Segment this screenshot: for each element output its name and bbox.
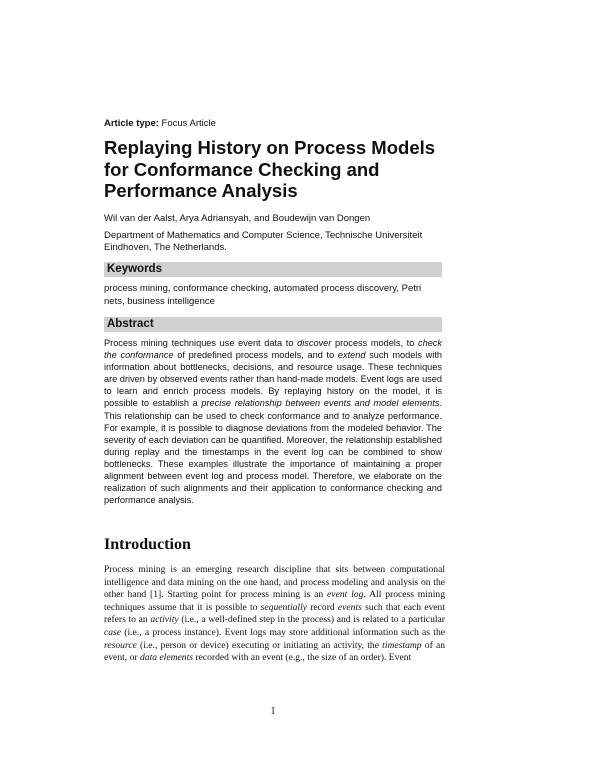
abstract-heading: Abstract bbox=[104, 317, 442, 332]
abstract-text: Process mining techniques use event data to discover process models, to check the conformance of predefined process models, and to extend such models with information about bottlenecks, decisions, and resource usage. These techniques are driven by observed events rather than hand-made models. Event logs are used to learn and enrich process models. By replaying history on the model, it is possible to establish a precise relationship between events and model elements. This relationship can be used to check conformance and to analyze performance. For example, it is possible to diagnose deviations from the modeled behavior. The severity of each deviation can be quantified. Moreover, the relationship established during replay and the timestamps in the event log can be combined to show bottlenecks. These examples illustrate the importance of maintaining a proper alignment between event log and process model. Therefore, we elaborate on the realization of such alignments and their application to conformance checking and performance analysis. bbox=[104, 338, 443, 506]
introduction-text: Process mining is an emerging research discipline that sits between computational intelligence and data mining on the one hand, and process modeling and analysis on the other hand [1]. Starting point for process mining is an event log. All process mining techniques assume that it is possible to sequentially record events such that each event refers to an activity (i.e., a well-defined step in the process) and is related to a particular case (i.e., a process instance). Event logs may store additional information such as the resource (i.e., person or device) executing or initiating an activity, the timestamp of an event, or data elements recorded with an event (e.g., the size of an order). Event bbox=[104, 564, 446, 664]
paper-title: Replaying History on Process Models for Conformance Checking and Performance Analysis bbox=[104, 137, 436, 201]
affiliation: Department of Mathematics and Computer Science, Technische Universiteit Eindhoven, The Netherlands. bbox=[104, 230, 423, 253]
keywords-text: process mining, conformance checking, automated process discovery, Petri nets, business intelligence bbox=[104, 283, 422, 307]
article-type bbox=[104, 118, 216, 129]
introduction-heading: Introduction bbox=[104, 536, 191, 553]
page-number: 1 bbox=[270, 706, 276, 717]
keywords-heading: Keywords bbox=[104, 262, 442, 277]
article-type-label: Article type: bbox=[104, 118, 159, 129]
article-type-value: Focus Article bbox=[161, 118, 216, 129]
authors: Wil van der Aalst, Arya Adriansyah, and Boudewijn van Dongen bbox=[104, 213, 371, 224]
